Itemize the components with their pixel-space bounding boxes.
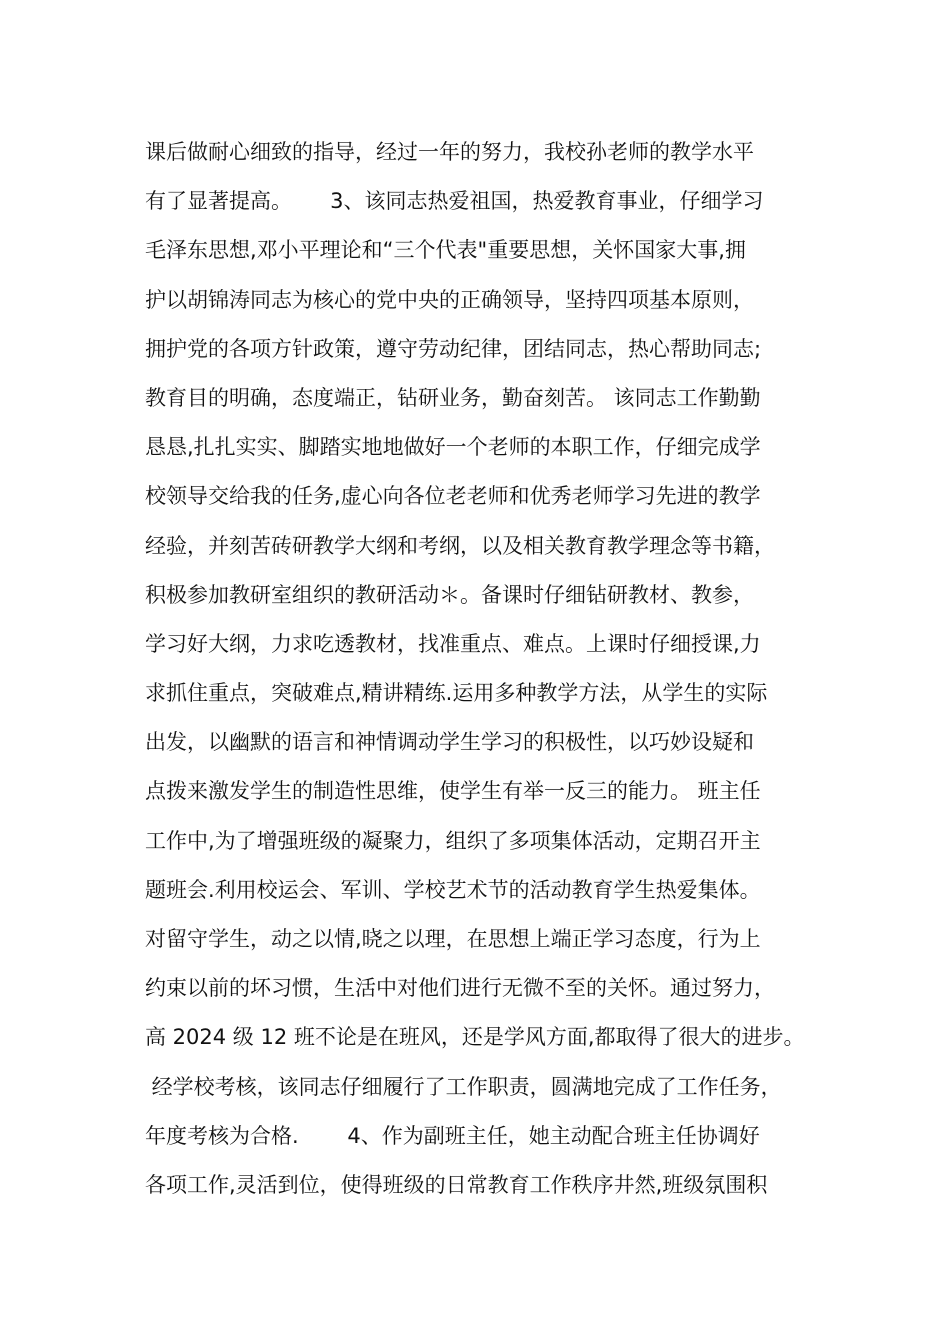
text-line: 约束以前的坏习惯，生活中对他们进行无微不至的关怀。通过努力， [145,976,775,1001]
text-line: 积极参加教研室组织的教研活动＊。备课时仔细钻研教材、教参， [145,582,754,607]
text-line: 拥护党的各项方针政策，遵守劳动纪律，团结同志，热心帮助同志; [145,336,762,361]
text-line: 高 2024 级 12 班不论是在班风，还是学风方面,都取得了很大的进步。 [145,1025,805,1050]
text-line: 有了显著提高。 3、该同志热爱祖国，热爱教育事业，仔细学习 [145,189,764,214]
text-line: 校领导交给我的任务,虚心向各位老老师和优秀老师学习先进的教学 [145,484,761,509]
text-line: 出发，以幽默的语言和神情调动学生学习的积极性，以巧妙设疑和 [145,730,754,755]
text-line: 教育目的明确，态度端正，钻研业务，勤奋刻苦。 该同志工作勤勤 [145,385,761,410]
text-line: 工作中,为了增强班级的凝聚力，组织了多项集体活动，定期召开主 [145,828,761,853]
text-line: 经学校考核，该同志仔细履行了工作职责，圆满地完成了工作任务， [145,1074,782,1099]
text-line: 经验，并刻苦砖研教学大纲和考纲，以及相关教育教学理念等书籍， [145,533,775,558]
body-text [145,128,825,1210]
text-line: 点拨来激发学生的制造性思维，使学生有举一反三的能力。 班主任 [145,779,761,804]
text-line: 年度考核为合格. 4、作为副班主任，她主动配合班主任协调好 [145,1123,760,1148]
text-line: 护以胡锦涛同志为核心的党中央的正确领导，坚持四项基本原则， [145,287,754,312]
text-line: 各项工作,灵活到位，使得班级的日常教育工作秩序井然,班级氛围积 [145,1172,768,1197]
text-line: 课后做耐心细致的指导，经过一年的努力，我校孙老师的教学水平 [145,140,754,164]
text-line: 毛泽东思想,邓小平理论和“三个代表"重要思想，关怀国家大事,拥 [145,238,746,263]
text-line: 对留守学生，动之以情,晓之以理，在思想上端正学习态度，行为上 [145,927,761,951]
text-line: 学习好大纲，力求吃透教材，找准重点、难点。上课时仔细授课,力 [145,631,761,656]
text-line: 求抓住重点，突破难点,精讲精练.运用多种教学方法，从学生的实际 [145,681,768,706]
text-line: 恳恳,扎扎实实、脚踏实地地做好一个老师的本职工作，仔细完成学 [145,435,761,460]
text-line: 题班会.利用校运会、军训、学校艺术节的活动教育学生热爱集体。 [145,877,761,902]
